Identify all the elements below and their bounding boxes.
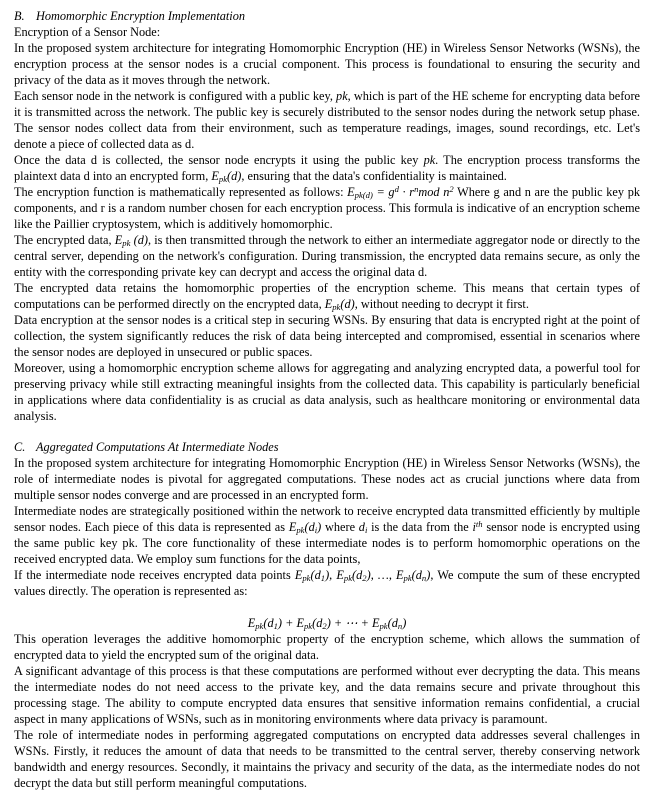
section-heading xyxy=(14,8,640,24)
paragraph: The role of intermediate nodes in performing aggregated computations on encrypted data addresses several challenges in WSNs. Firstly, it reduces the amount of data that needs to be transmitted to the central server, thereby conserving network bandwidth and energy resources. Secondly, it maintains the privacy and security of the data, as the intermediate nodes do not decrypt the data but still perform meaningful computations. xyxy=(14,728,640,790)
paragraph: The encrypted data retains the homomorphic properties of the encryption scheme. This means that certain types of computations can be performed directly on the encrypted data, $E_{pk}(d)$, without needing to decrypt it first. xyxy=(14,281,640,313)
section-c xyxy=(14,439,640,791)
paragraph: Once the data d is collected, the sensor node encrypts it using the public key pk. The encryption process transforms the plaintext data d into an encrypted form, $E_{pk}(d)$, ensuring that the data's confidentiality is maintained. xyxy=(14,153,640,185)
paragraph: This operation leverages the additive homomorphic property of the encryption scheme, which allows the summation of encrypted data to yield the encrypted sum of the original data. xyxy=(14,632,640,662)
section-title: Aggregated Computations At Intermediate Nodes xyxy=(36,440,279,454)
section-subheading: Encryption of a Sensor Node: xyxy=(14,25,161,39)
section-title: Homomorphic Encryption Implementation xyxy=(36,9,246,23)
section-heading xyxy=(14,439,640,455)
paragraph: Moreover, using a homomorphic encryption scheme allows for aggregating and analyzing encrypted data, a powerful tool for preserving privacy while still extracting meaningful insights from the collected data. This capability is particularly beneficial in applications where data confidentiality is as crucial as data analysis, such as healthcare monitoring or environmental data analysis. xyxy=(14,361,640,423)
paragraph: A significant advantage of this process is that these computations are performed without ever decrypting the data. This means the intermediate nodes do not need access to the private key, and the data remains secure and private throughout this processing stage. The ability to compute encrypted data ensures that sensitive information remains confidential, a crucial aspect in many applications of WSNs, such as in monitoring environments where data privacy is paramount. xyxy=(14,664,640,726)
paragraph: If the intermediate node receives encrypted data points $E_{pk}(d_1)$, $E_{pk}(d_2)$, …, $E_{pk}(d_n)$, We compute the sum of these encrypted values directly. The operation is represented as: xyxy=(14,568,640,598)
paragraph: The encrypted data, $E_{pk}$ (d), is then transmitted through the network to either an intermediate aggregator node or directly to the central server, depending on the network's configuration. During transmission, the encrypted data remains secure, as only the entity with the corresponding private key can decrypt and access the original data d. xyxy=(14,233,641,279)
formula-display: $E_{pk}(d_1) + E_{pk}(d_2)$ + ⋯ + $E_{pk}(d_n)$ xyxy=(247,616,407,632)
paragraph: In the proposed system architecture for integrating Homomorphic Encryption (HE) in Wireless Sensor Networks (WSNs), the encryption process at the sensor nodes is a crucial component. This process is foundational to ensuring the security and privacy of the data as it moves through the network. xyxy=(14,41,640,87)
paragraph: Data encryption at the sensor nodes is a critical step in securing WSNs. By ensuring that data is encrypted right at the point of collection, the system significantly reduces the risk of data being intercepted and compromised, essential in scenarios where the sensor nodes are deployed in unsecured or public spaces. xyxy=(14,313,640,359)
section-label: B. xyxy=(14,9,25,23)
paragraph: In the proposed system architecture for integrating Homomorphic Encryption (HE) in Wireless Sensor Networks (WSNs), the role of intermediate nodes is pivotal for aggregated computations. These nodes act as crucial junctions where data from multiple sensor nodes converge and are processed in an encrypted form. xyxy=(14,456,640,502)
paragraph: Intermediate nodes are strategically positioned within the network to receive encrypted data transmitted efficiently by multiple sensor nodes. Each piece of this data is represented as $E_{pk}(d_i)$ where $d_i$ is the data from the $i^{th}$ sensor node is encrypted using the same public key pk. The core functionality of these intermediate nodes is to perform homomorphic operations on the received encrypted data. We employ sum functions for the data points, xyxy=(14,504,641,566)
paragraph: Each sensor node in the network is configured with a public key, pk, which is part of the HE scheme for encrypting data before it is transmitted across the network. The public key is securely distributed to the sensor nodes during the network setup phase. The sensor nodes collect data from their environment, such as temperature readings, images, sound recordings, etc. Let's denote a piece of collected data as d. xyxy=(14,89,640,151)
section-label: C. xyxy=(14,440,26,454)
paragraph: The encryption function is mathematically represented as follows: $E_{pk(d)} = g^d \cdot r^nmod$ $n^2$ Where g and n are the public key pk components, and r is a random number chosen for each encryption process. This formula is indicative of an encryption scheme like the Paillier cryptosystem, which is additively homomorphic. xyxy=(14,184,640,231)
section-b xyxy=(14,8,640,424)
